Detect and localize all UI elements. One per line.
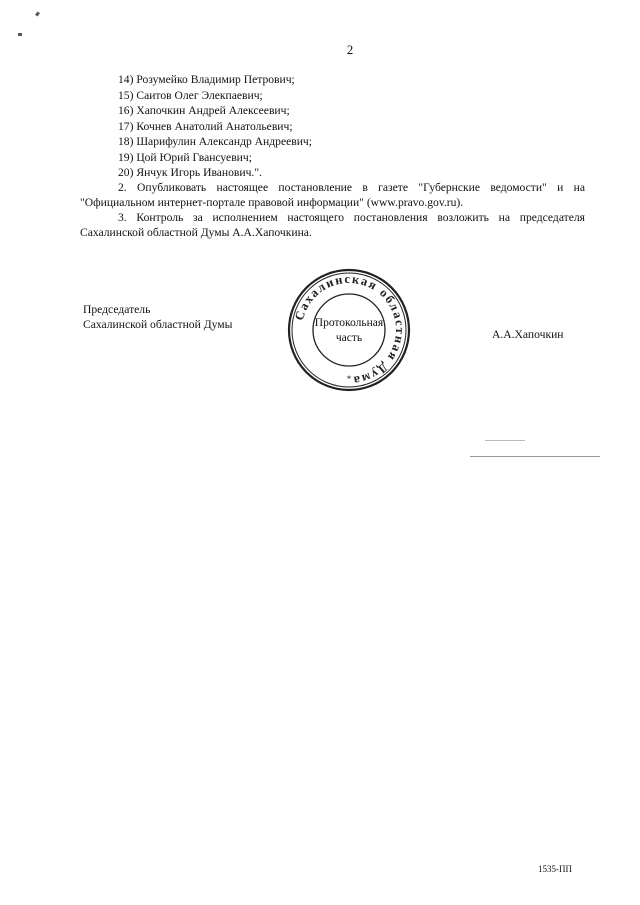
list-item: 16) Хапочкин Андрей Алексеевич; (118, 104, 290, 117)
stamp-center-line1: Протокольная (314, 317, 384, 329)
stamp-star: * (346, 374, 352, 384)
stamp-center-line2: часть (335, 332, 363, 344)
paragraph-control (80, 210, 585, 240)
paragraph-publish (80, 180, 585, 210)
list-item: 20) Янчук Игорь Иванович.". (118, 166, 262, 179)
scan-artifact (18, 33, 22, 36)
scan-artifact (470, 456, 600, 457)
scan-artifact (35, 12, 40, 17)
stamp-ring-text: Сахалинская областная Дума (292, 271, 408, 388)
document-code: 1535-ПП (538, 864, 572, 874)
page-number: 2 (346, 42, 354, 57)
list-item: 17) Кочнев Анатолий Анатольевич; (118, 119, 293, 133)
signatory-title-line1: Председатель (83, 303, 151, 316)
list-item: 19) Цой Юрий Гвансуевич; (118, 150, 252, 164)
list-item: 15) Саитов Олег Элекпаевич; (118, 88, 263, 102)
official-stamp (285, 266, 413, 394)
signatory-title-line2: Сахалинской областной Думы (83, 318, 233, 331)
list-item: 18) Шарифулин Александр Андреевич; (118, 135, 312, 148)
paragraph-control-text: 3. Контроль за исполнением настоящего постановления возложить на председателя Сахалинской областной Думы А.А.Хапочкина. (80, 211, 585, 239)
paragraph-publish-text: 2. Опубликовать настоящее постановление в газете "Губернские ведомости" и на "Официальном интернет-портале правовой информации" (www.pravo.gov.ru). (80, 181, 585, 209)
signatory-name: А.А.Хапочкин (492, 328, 564, 341)
signatory-title (83, 302, 232, 332)
scan-artifact (485, 440, 525, 441)
member-list (118, 72, 312, 181)
list-item: 14) Розумейко Владимир Петрович; (118, 73, 295, 86)
